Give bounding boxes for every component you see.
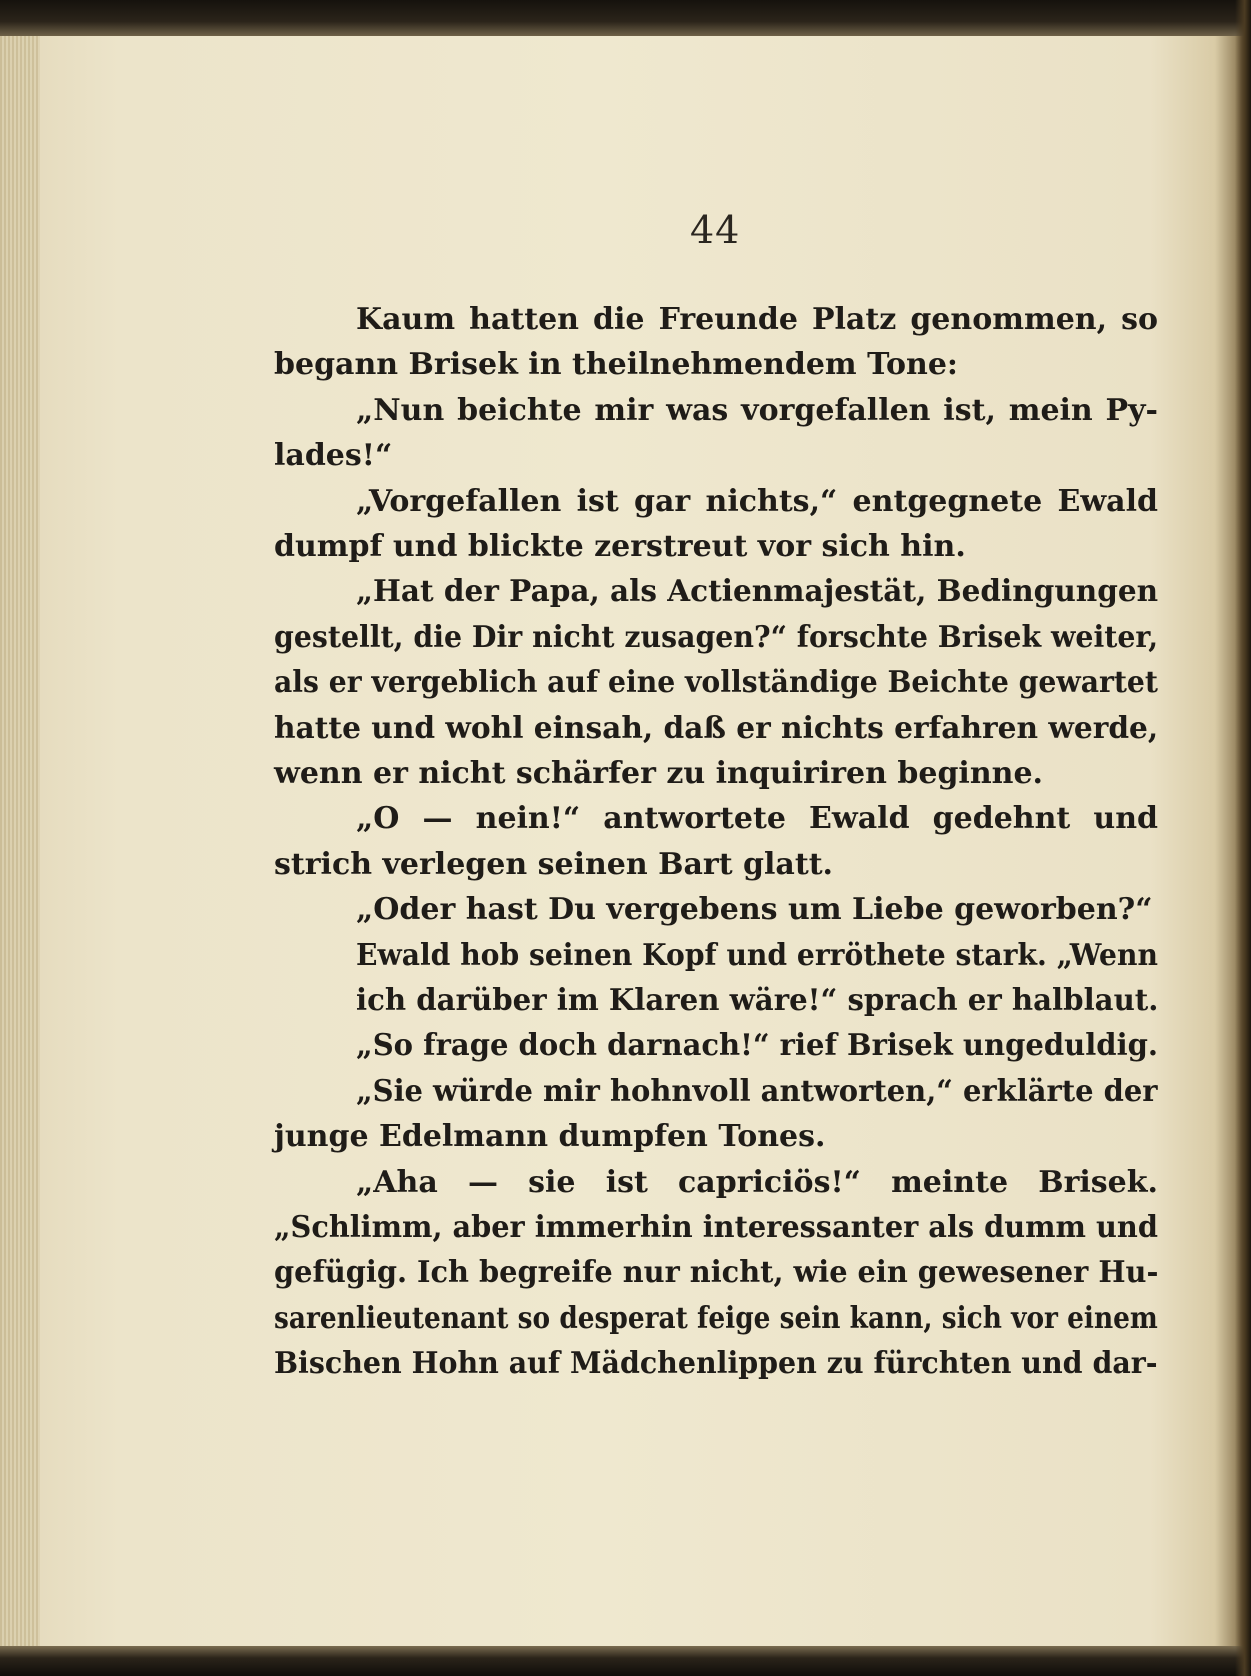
text-line: „Aha — sie ist capriciös!“ meinte Brisek. <box>356 1164 1158 1200</box>
text-line: dumpf und blickte zerstreut vor sich hin. <box>274 529 966 564</box>
scan-top-border <box>0 0 1251 36</box>
page-edges <box>0 20 40 1656</box>
text-line: wenn er nicht schärfer zu inquiriren beginne. <box>274 756 1043 791</box>
text-line: „Vorgefallen ist gar nichts,“ entgegnete Ewald <box>356 483 1158 519</box>
scan-bottom-border <box>0 1646 1251 1676</box>
text-line: „Schlimm, aber immerhin interessanter als dumm und <box>274 1210 1158 1245</box>
text-line: begann Brisek in theilnehmendem Tone: <box>274 347 958 383</box>
text-line: junge Edelmann dumpfen Tones. <box>274 1119 826 1155</box>
text-line: hatte und wohl einsah, daß er nichts erfahren werde, <box>274 710 1159 746</box>
text-line: „Nun beichte mir was vorgefallen ist, mein Py- <box>356 392 1158 428</box>
text-line: strich verlegen seinen Bart glatt. <box>274 846 833 882</box>
text-line: gefügig. Ich begreife nur nicht, wie ein gewesener Hu- <box>274 1255 1159 1291</box>
text-line: „Hat der Papa, als Actienmajestät, Bedingungen <box>356 574 1159 610</box>
book-gutter-shadow <box>1235 0 1251 1676</box>
text-line: „O — nein!“ antwortete Ewald gedehnt und <box>356 801 1158 837</box>
page-number: 44 <box>690 208 741 252</box>
text-line: ich darüber im Klaren wäre!“ sprach er halblaut. <box>356 983 1159 1018</box>
text-line: lades!“ <box>274 438 393 474</box>
text-line: „Sie würde mir hohnvoll antworten,“ erklärte der <box>356 1073 1158 1109</box>
text-line: sarenlieutenant so desperat feige sein kann, sich vor einem <box>274 1300 1158 1336</box>
text-line: Ewald hob seinen Kopf und erröthete stark. „Wenn <box>356 937 1158 973</box>
text-line: als er vergeblich auf eine vollständige Beichte gewartet <box>274 665 1158 701</box>
text-line: Kaum hatten die Freunde Platz genommen, so <box>356 302 1158 337</box>
text-line: „Oder hast Du vergebens um Liebe geworben?“ <box>356 892 1153 928</box>
text-line: „So frage doch darnach!“ rief Brisek ungeduldig. <box>356 1028 1159 1064</box>
text-line: Bischen Hohn auf Mädchenlippen zu fürchten und dar- <box>274 1346 1158 1382</box>
text-line: gestellt, die Dir nicht zusagen?“ forschte Brisek weiter, <box>274 619 1159 655</box>
